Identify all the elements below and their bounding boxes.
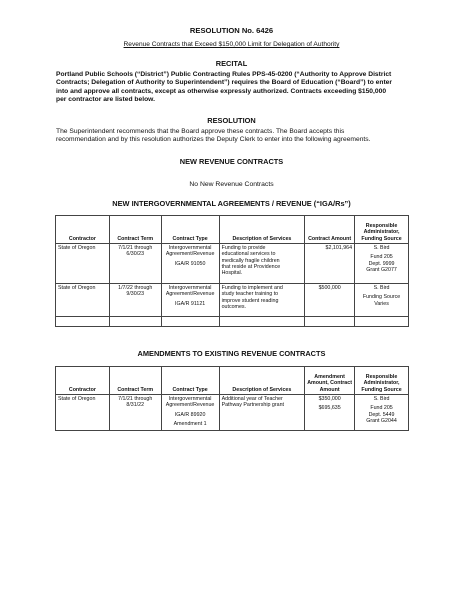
cell-admin — [355, 284, 409, 317]
recital-heading: RECITAL — [215, 59, 248, 68]
recital-paragraph — [56, 71, 408, 105]
cell-term — [109, 395, 161, 431]
funding-line: Grant G2077 — [366, 266, 397, 273]
cell-amount: $500,000 — [305, 284, 355, 317]
description-line: outcomes. — [221, 303, 247, 310]
recital-line: per contractor are listed below. — [56, 96, 155, 104]
cell-amount: $2,101,964 — [305, 244, 355, 284]
description-line: improve student reading — [221, 297, 279, 304]
description-line: Pathway Partnership grant — [221, 402, 284, 409]
iga-table — [55, 215, 409, 327]
empty-cell — [219, 317, 305, 327]
empty-cell — [109, 317, 161, 327]
funding-line: Varies — [374, 300, 389, 307]
type-line: Agreement/Revenue — [165, 251, 215, 258]
table-row — [56, 284, 409, 317]
admin-name: S. Bird — [373, 245, 390, 251]
funding-line: Grant G2044 — [366, 417, 397, 424]
new-revenue-heading: NEW REVENUE CONTRACTS — [179, 157, 284, 166]
description-line: Hospital. — [221, 270, 243, 277]
term-line: 8/31/22 — [126, 402, 145, 409]
col-header-term: Contract Term — [109, 367, 161, 395]
term-line: 7/1/21 through — [118, 245, 153, 251]
cell-description — [219, 284, 305, 317]
description-line: that reside at Providence — [221, 263, 281, 270]
type-line: Agreement/Revenue — [165, 291, 215, 298]
amendments-table — [55, 366, 409, 431]
description-line: Additional year of Teacher — [221, 396, 283, 402]
recital-line: into and approve all contracts, except as otherwise expressly authorized. Contracts exceeding $150,000 — [56, 87, 387, 95]
type-id: IGA/R 91121 — [175, 300, 206, 307]
cell-type — [161, 244, 219, 284]
col-header-amount: Contract Amount — [305, 216, 355, 244]
col-header-type: Contract Type — [161, 367, 219, 395]
term-line: 7/1/21 through — [118, 396, 153, 402]
resolution-paragraph — [56, 128, 408, 145]
contract-amount: $695,635 — [318, 405, 341, 412]
col-header-contractor: Contractor — [56, 216, 110, 244]
cell-contractor: State of Oregon — [56, 244, 110, 284]
cell-admin — [355, 395, 409, 431]
resolution-line: The Superintendent recommends that the Board approve these contracts. The Board accepts this — [56, 128, 345, 135]
admin-name: S. Bird — [373, 285, 390, 291]
funding-line: Fund 205 — [370, 405, 393, 412]
cell-amendment-amount — [305, 395, 355, 431]
resolution-line: recommendation and by this resolution authorizes the Deputy Clerk to enter into the following agreements. — [56, 136, 371, 144]
funding-line: Fund 205 — [370, 254, 393, 261]
col-header-description: Description of Services — [219, 367, 305, 395]
funding-line: Dept. 9999 — [368, 260, 395, 267]
recital-line: Contracts; Delegation of Authority to Superintendent”) requires the Board of Education (“Board”) to enter — [56, 79, 392, 87]
empty-cell — [56, 317, 110, 327]
cell-term — [109, 244, 161, 284]
amendments-heading: AMENDMENTS TO EXISTING REVENUE CONTRACTS — [137, 349, 326, 358]
empty-cell — [161, 317, 219, 327]
description-line: educational services to — [221, 251, 276, 258]
iga-heading: NEW INTERGOVERNMENTAL AGREEMENTS / REVENUE (“IGA/Rs”) — [112, 199, 351, 208]
amendments-header-row — [56, 367, 409, 395]
type-line: Intergovernmental — [168, 245, 212, 251]
term-line: 1/7/22 through — [118, 285, 153, 291]
empty-cell — [305, 317, 355, 327]
description-line: medically fragile children — [221, 257, 280, 264]
description-line: Funding to provide — [221, 245, 266, 251]
empty-cell — [355, 317, 409, 327]
col-header-admin: Responsible Administrator, Funding Source — [355, 216, 409, 244]
amendment-amount: $350,000 — [318, 396, 341, 402]
cell-type — [161, 395, 219, 431]
cell-description — [219, 244, 305, 284]
description-line: Funding to implement and — [221, 285, 283, 291]
table-row-empty — [56, 317, 409, 327]
iga-header-row — [56, 216, 409, 244]
cell-description — [219, 395, 305, 431]
col-header-description: Description of Services — [219, 216, 305, 244]
cell-admin — [355, 244, 409, 284]
cell-type — [161, 284, 219, 317]
funding-line: Dept. 5449 — [368, 411, 395, 418]
type-id: IGA/R 89920 — [174, 411, 206, 418]
resolution-subtitle: Revenue Contracts that Exceed $150,000 Limit for Delegation of Authority — [123, 41, 340, 48]
resolution-heading: RESOLUTION — [207, 116, 256, 125]
type-id: IGA/R 91050 — [174, 260, 206, 267]
resolution-title: RESOLUTION No. 6426 — [189, 26, 274, 35]
description-line: study teacher training to — [221, 291, 279, 298]
recital-line: Portland Public Schools (“District”) Public Contracting Rules PPS-45-0200 (“Authority to Approve District — [56, 71, 392, 78]
no-new-revenue-text: No New Revenue Contracts — [189, 181, 274, 188]
type-line: Intergovernmental — [168, 285, 212, 291]
col-header-type: Contract Type — [161, 216, 219, 244]
admin-name: S. Bird — [373, 396, 390, 402]
term-line: 6/30/23 — [126, 251, 145, 258]
col-header-contractor: Contractor — [56, 367, 110, 395]
col-header-admin: Responsible Administrator, Funding Source — [355, 367, 409, 395]
type-line: Intergovernmental — [168, 396, 212, 402]
table-row — [56, 395, 409, 431]
term-line: 9/30/23 — [126, 291, 145, 298]
funding-line: Funding Source — [362, 294, 401, 301]
type-line: Agreement/Revenue — [165, 402, 215, 409]
col-header-term: Contract Term — [109, 216, 161, 244]
cell-contractor: State of Oregon — [56, 395, 110, 431]
col-header-amendment-amount: Amendment Amount, Contract Amount — [305, 367, 355, 395]
table-row — [56, 244, 409, 284]
amendment-number: Amendment 1 — [173, 420, 207, 427]
cell-term — [109, 284, 161, 317]
cell-contractor: State of Oregon — [56, 284, 110, 317]
